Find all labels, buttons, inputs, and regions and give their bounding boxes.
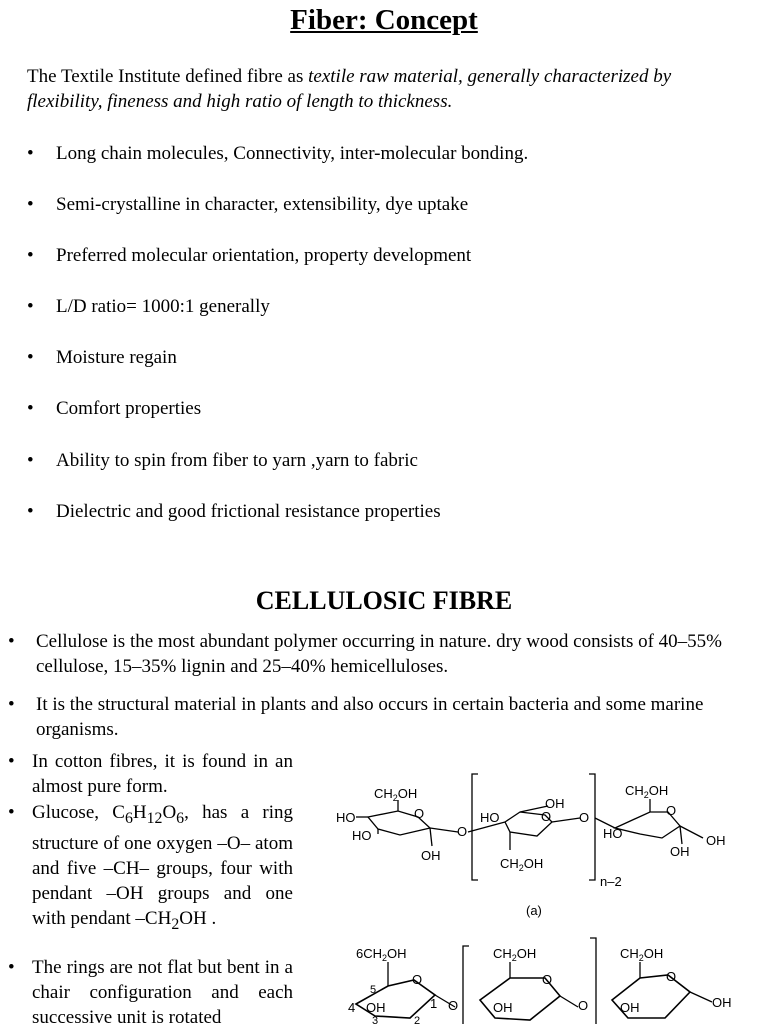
list-item: • L/D ratio= 1000:1 generally (27, 296, 270, 317)
list-item: • Preferred molecular orientation, property development (27, 245, 472, 266)
cellulose-structure-figure (330, 760, 768, 1024)
ring-oxygen-label: O (542, 972, 553, 987)
list-item: • Comfort properties (27, 398, 202, 419)
bridge-oxygen-label: O (578, 998, 589, 1013)
oh-label: OH (706, 833, 726, 848)
list-item: • Semi-crystalline in character, extensibility, dye uptake (27, 194, 469, 215)
carbon-number-label: 4 (348, 1000, 356, 1015)
ring-oxygen-label: O (666, 969, 677, 984)
cotton-point: • In cotton fibres, it is found in an almost pure form. (8, 751, 293, 797)
ch2oh-label: $CH_2OH$ (500, 856, 544, 873)
ring-oxygen-label: O (666, 803, 677, 818)
carbon-number-label: 2 (414, 1015, 421, 1024)
chair-point: • The rings are not flat but bent in a chair configuration and each successive unit is rotated (8, 957, 293, 1028)
carbon-number-label: 5 (370, 984, 377, 996)
ch2oh-label: $CH_2OH$ (493, 946, 537, 963)
ch2oh-label: $CH_2OH$ (625, 783, 669, 800)
page-title: Fiber: Concept (290, 4, 478, 36)
figure-caption-a: (a) (526, 903, 542, 918)
section-heading: CELLULOSIC FIBRE (255, 586, 513, 615)
repeat-count-label: n–2 (600, 874, 622, 889)
oh-label: OH (712, 995, 732, 1010)
cellulose-point: • Cellulose is the most abundant polymer occurring in nature. dry wood consists of 40–55% cellulose, 15–35% lignin and 25–40% hemicelluloses. (8, 631, 722, 677)
ho-label: HO (480, 810, 500, 825)
list-item: • Dielectric and good frictional resistance properties (27, 501, 441, 522)
ho-label: HO (336, 810, 356, 825)
oh-label: OH (545, 796, 565, 811)
list-item: • Ability to spin from fiber to yarn ,yarn to fabric (27, 450, 418, 471)
intro-plain: The Textile Institute defined fibre as (27, 66, 309, 87)
ho-label: HO (352, 828, 372, 843)
oh-label: OH (421, 848, 441, 863)
bridge-oxygen-label: O (448, 998, 459, 1013)
intro-definition (27, 64, 757, 114)
oh-label: OH (670, 844, 690, 859)
intro-italic-1: textile raw material, generally characterized by (308, 66, 672, 87)
ch2oh-label: $CH_2OH$ (620, 946, 664, 963)
oh-label: OH (366, 1000, 386, 1015)
glucose-point: • Glucose, $C_6H_{12}O_6$, has a ring structure of one oxygen –O– atom and five –CH– groups, four with pendant –OH groups and one with pendant $-CH_2OH$ . (8, 802, 293, 933)
list-item: • Long chain molecules, Connectivity, inter-molecular bonding. (27, 143, 529, 164)
oh-label: OH (493, 1000, 513, 1015)
list-item: • Moisture regain (27, 347, 177, 368)
bridge-oxygen-label: O (457, 824, 468, 839)
ho-label: HO (603, 826, 623, 841)
oh-label: OH (620, 1000, 640, 1015)
bridge-oxygen-label: O (579, 810, 590, 825)
cellulose-point: • It is the structural material in plants and also occurs in certain bacteria and some marine organisms. (8, 694, 704, 740)
intro-italic-2: flexibility, fineness and high ratio of length to thickness. (27, 91, 453, 112)
ch2oh-label: $6CH_2OH$ (356, 946, 407, 963)
carbon-number-label: 3 (372, 1015, 379, 1024)
ring-oxygen-label: O (414, 806, 425, 821)
ch2oh-label: $CH_2OH$ (374, 786, 418, 803)
ring-oxygen-label: O (412, 972, 423, 987)
ring-oxygen-label: O (541, 809, 552, 824)
carbon-number-label: 1 (430, 996, 438, 1011)
